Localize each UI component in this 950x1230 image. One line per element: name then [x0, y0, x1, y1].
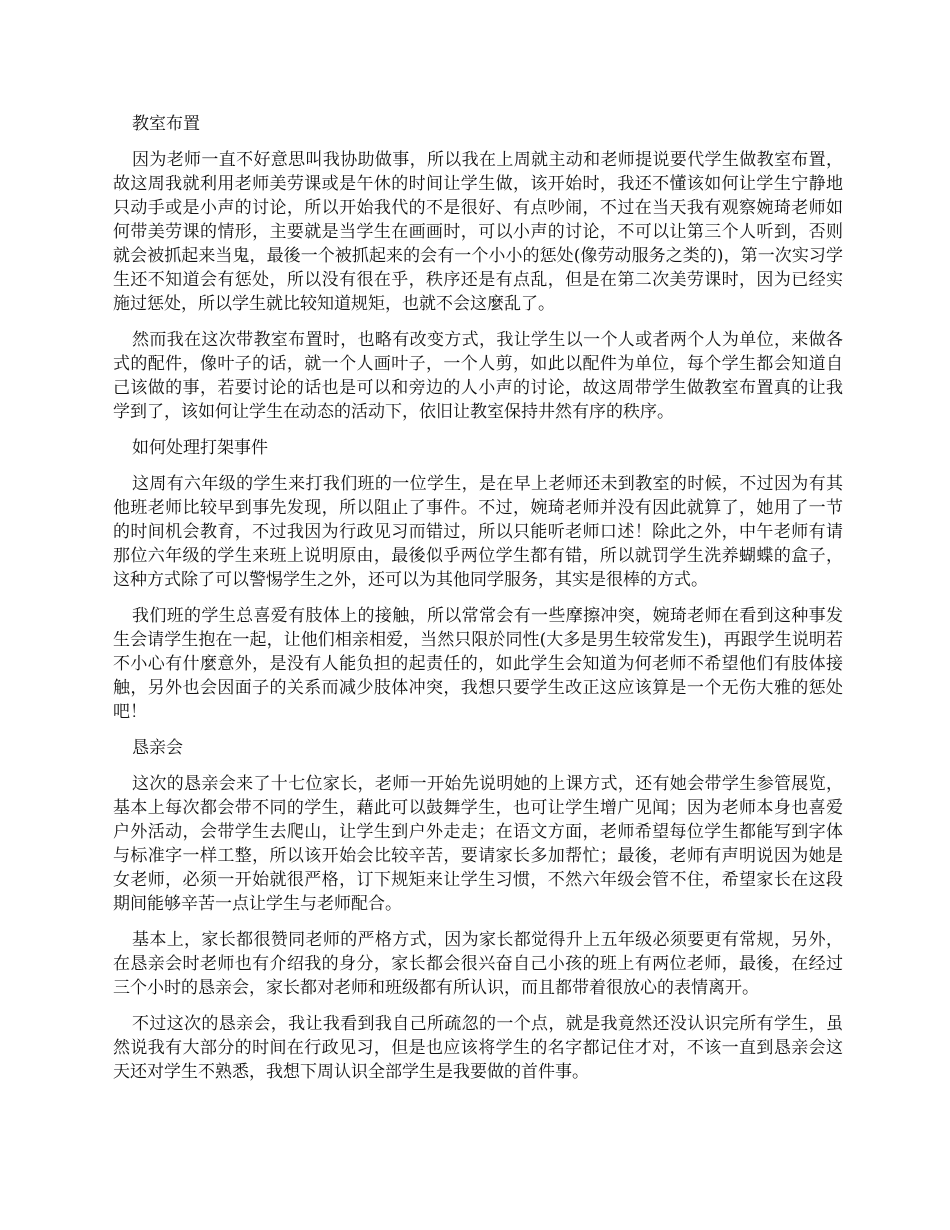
paragraph: 不过这次的恳亲会，我让我看到我自己所疏忽的一个点，就是我竟然还没认识完所有学生，虽然说我有大部分的时间在行政见习，但是也应该将学生的名字都记住才对，不该一直到恳亲会这天还对学生不熟悉，我想下周认识全部学生是我要做的首件事。	[113, 1014, 843, 1082]
paragraph: 因为老师一直不好意思叫我协助做事，所以我在上周就主动和老师提说要代学生做教室布置，故这周我就利用老师美劳课或是午休的时间让学生做，该开始时，我还不懂该如何让学生宁静地只动手或是小声的讨论，所以开始我代的不是很好、有点吵闹，不过在当天我有观察婉琦老师如何带美劳课的情形，主要就是当学生在画画时，可以小声的讨论，不可以让第三个人听到，否则就会被抓起来当鬼，最後一个被抓起来的会有一个小小的惩处(像劳动服务之类的)，第一次实习学生还不知道会有惩处，所以没有很在乎，秩序还是有点乱，但是在第二次美劳课时，因为已经实施过惩处，所以学生就比较知道规矩，也就不会这麼乱了。	[113, 150, 843, 314]
document-page	[113, 112, 843, 1084]
paragraph: 我们班的学生总喜爱有肢体上的接触，所以常常会有一些摩擦冲突，婉琦老师在看到这种事发生会请学生抱在一起，让他们相亲相爱，当然只限於同性(大多是男生较常发生)，再跟学生说明若不小心有什麼意外，是没有人能负担的起责任的，如此学生会知道为何老师不希望他们有肢体接触，另外也会因面子的关系而减少肢体冲突，我想只要学生改正这应该算是一个无伤大雅的惩处吧！	[113, 606, 843, 722]
paragraph: 这周有六年级的学生来打我们班的一位学生，是在早上老师还未到教室的时候，不过因为有其他班老师比较早到事先发现，所以阻止了事件。不过，婉琦老师并没有因此就算了，她用了一节的时间机会教育，不过我因为行政见习而错过，所以只能听老师口述！除此之外，中午老师有请那位六年级的学生来班上说明原由，最後似乎两位学生都有错，所以就罚学生洗养蝴蝶的盒子，这种方式除了可以警惕学生之外，还可以为其他同学服务，其实是很棒的方式。	[113, 474, 843, 590]
paragraph: 这次的恳亲会来了十七位家长，老师一开始先说明她的上课方式，还有她会带学生参管展览，基本上每次都会带不同的学生，藉此可以鼓舞学生，也可让学生增广见闻；因为老师本身也喜爱户外活动，会带学生去爬山，让学生到户外走走；在语文方面，老师希望每位学生都能写到字体与标准字一样工整，所以该开始会比较辛苦，要请家长多加帮忙；最後，老师有声明说因为她是女老师，必须一开始就很严格，订下规矩来让学生习惯，不然六年级会管不住，希望家长在这段期间能够辛苦一点让学生与老师配合。	[113, 774, 843, 914]
paragraph: 然而我在这次带教室布置时，也略有改变方式，我让学生以一个人或者两个人为单位，来做各式的配件，像叶子的话，就一个人画叶子，一个人剪，如此以配件为单位，每个学生都会知道自己该做的事，若要讨论的话也是可以和旁边的人小声的讨论，故这周带学生做教室布置真的让我学到了，该如何让学生在动态的活动下，依旧让教室保持井然有序的秩序。	[113, 330, 843, 422]
section-heading-fight-handling: 如何处理打架事件	[132, 438, 268, 458]
paragraph: 基本上，家长都很赞同老师的严格方式，因为家长都觉得升上五年级必须要更有常规，另外，在恳亲会时老师也有介绍我的身分，家长都会很兴奋自己小孩的班上有两位老师，最後，在经过三个小时的恳亲会，家长都对老师和班级都有所认识，而且都带着很放心的表情离开。	[113, 930, 843, 998]
section-heading-classroom-layout: 教室布置	[132, 114, 200, 134]
section-heading-parent-meeting: 恳亲会	[132, 738, 183, 758]
